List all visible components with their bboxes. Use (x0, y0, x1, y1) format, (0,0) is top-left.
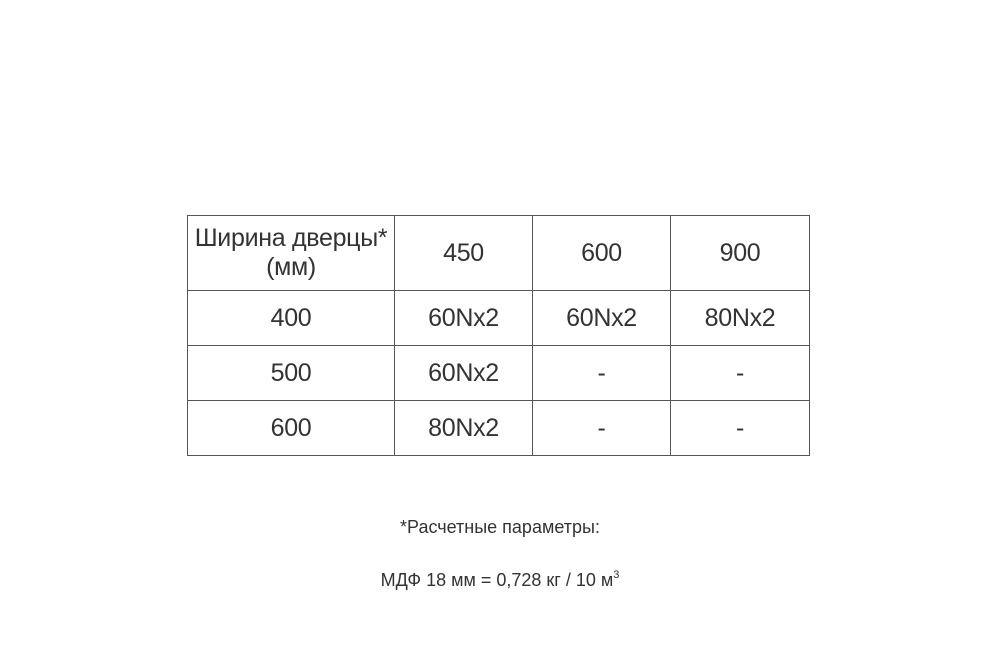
header-col-450: 450 (395, 216, 533, 291)
spec-table (187, 215, 810, 456)
row-width-cell: 600 (188, 401, 395, 456)
table-row (188, 401, 810, 456)
table-cell: 60Nx2 (533, 291, 671, 346)
table-header-row (188, 216, 810, 291)
table-row (188, 346, 810, 401)
density-note (0, 569, 1000, 591)
density-superscript: 3 (613, 569, 620, 581)
table-cell: - (533, 401, 671, 456)
header-unit-label: (мм) (266, 253, 316, 281)
table-cell: - (671, 401, 810, 456)
header-col-900: 900 (671, 216, 810, 291)
table-cell: 60Nx2 (395, 346, 533, 401)
header-door-width-cell (188, 216, 395, 291)
density-text: МДФ 18 мм = 0,728 кг / 10 м (380, 570, 614, 590)
table-cell: 60Nx2 (395, 291, 533, 346)
table-cell: 80Nx2 (671, 291, 810, 346)
calc-params-note: *Расчетные параметры: (400, 517, 600, 537)
table-cell: - (533, 346, 671, 401)
table-cell: 80Nx2 (395, 401, 533, 456)
row-width-cell: 500 (188, 346, 395, 401)
table-row (188, 291, 810, 346)
header-col-600: 600 (533, 216, 671, 291)
row-width-cell: 400 (188, 291, 395, 346)
header-door-width-label: Ширина дверцы* (194, 224, 388, 252)
table-cell: - (671, 346, 810, 401)
